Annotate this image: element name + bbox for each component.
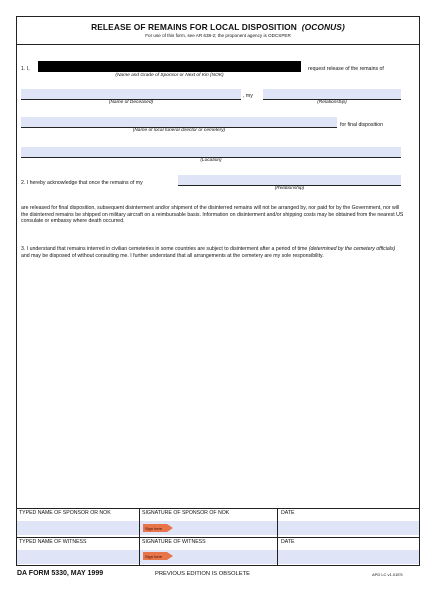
- final-disposition-text: for final disposition: [340, 122, 383, 128]
- edition-note: PREVIOUS EDITION IS OBSOLETE: [155, 571, 251, 577]
- form-number: DA FORM 5330, MAY 1999: [17, 570, 104, 577]
- section2-text: 2. I hereby acknowledge that once the remains of my: [21, 180, 143, 186]
- sponsor-signature-label: SIGNATURE OF SPONSOR OF NOK: [142, 510, 230, 516]
- signature-block-top-line: [16, 508, 420, 509]
- deceased-caption: (Name of Deceased): [108, 100, 154, 105]
- signature-block-mid-line: [16, 537, 420, 538]
- section3-text-b: and may be disposed of without consulting me. I further understand that all arrangements at the cemetery are my sole responsibility.: [21, 252, 324, 259]
- sign-here-text-1: Sign here: [145, 525, 163, 531]
- relationship-field-2[interactable]: [178, 175, 401, 185]
- sign-here-arrow-1[interactable]: [143, 524, 173, 532]
- date-label-2: DATE: [281, 539, 295, 545]
- relationship-field-1[interactable]: [263, 89, 401, 99]
- date-field-2[interactable]: [278, 550, 419, 564]
- sponsor-name-label: TYPED NAME OF SPONSOR OR NOK: [19, 510, 111, 516]
- sign-here-text-2: Sign here: [145, 553, 163, 559]
- form-title-main: RELEASE OF REMAINS FOR LOCAL DISPOSITION: [91, 22, 297, 32]
- section1-number: 1. I,: [21, 66, 30, 72]
- location-field[interactable]: [21, 147, 401, 157]
- sponsor-name-redacted: [38, 61, 301, 72]
- section3-paragraph: [21, 246, 405, 259]
- request-release-text: request release of the remains of: [308, 66, 384, 72]
- sponsor-caption: (Name and Grade of Sponsor or Next of Kin (NOK): [115, 73, 224, 78]
- funeral-caption: (Name of local funeral director or cemetery): [132, 128, 226, 133]
- form-title-oconus: (OCONUS): [301, 22, 345, 32]
- section3-text-italic: (determined by the cemetery officials): [308, 246, 396, 252]
- my-text: , my: [243, 93, 253, 99]
- form-subtitle: For use of this form, see AR 638-2; the proponent agency is ODCSPER: [145, 33, 291, 38]
- deceased-name-field[interactable]: [21, 89, 241, 99]
- location-caption: (Location): [200, 158, 222, 163]
- version-label: APD LC v1.01ES: [372, 572, 403, 577]
- witness-name-label: TYPED NAME OF WITNESS: [19, 539, 87, 545]
- witness-typed-name-field[interactable]: [17, 550, 139, 564]
- witness-signature-label: SIGNATURE OF WITNESS: [142, 539, 206, 545]
- header-divider: [16, 44, 420, 45]
- funeral-director-field[interactable]: [21, 117, 337, 127]
- sponsor-typed-name-field[interactable]: [17, 521, 139, 535]
- date-label-1: DATE: [281, 510, 295, 516]
- relationship-caption-2: (Relationship): [274, 186, 305, 191]
- relationship-caption-1: (Relationship): [317, 100, 347, 105]
- date-field-1[interactable]: [278, 521, 419, 535]
- form-title: [16, 22, 420, 32]
- sign-here-arrow-2[interactable]: [143, 552, 173, 560]
- section2-paragraph: are released for final disposition, subsequent disinterment and/or shipment of the disinterred remains will not be arranged by, nor paid for by the Government, nor will the disinterred remains be shipped on military aircraft on a reimbursable basis. Information on disinterment and/or shipping costs may be obtained from the nearest US consulate or embassy where death occurred.: [21, 205, 404, 225]
- section3-text-a: 3. I understand that remains interred in civilian cemeteries in some countries are subject to disinterment after a period of time: [21, 246, 308, 252]
